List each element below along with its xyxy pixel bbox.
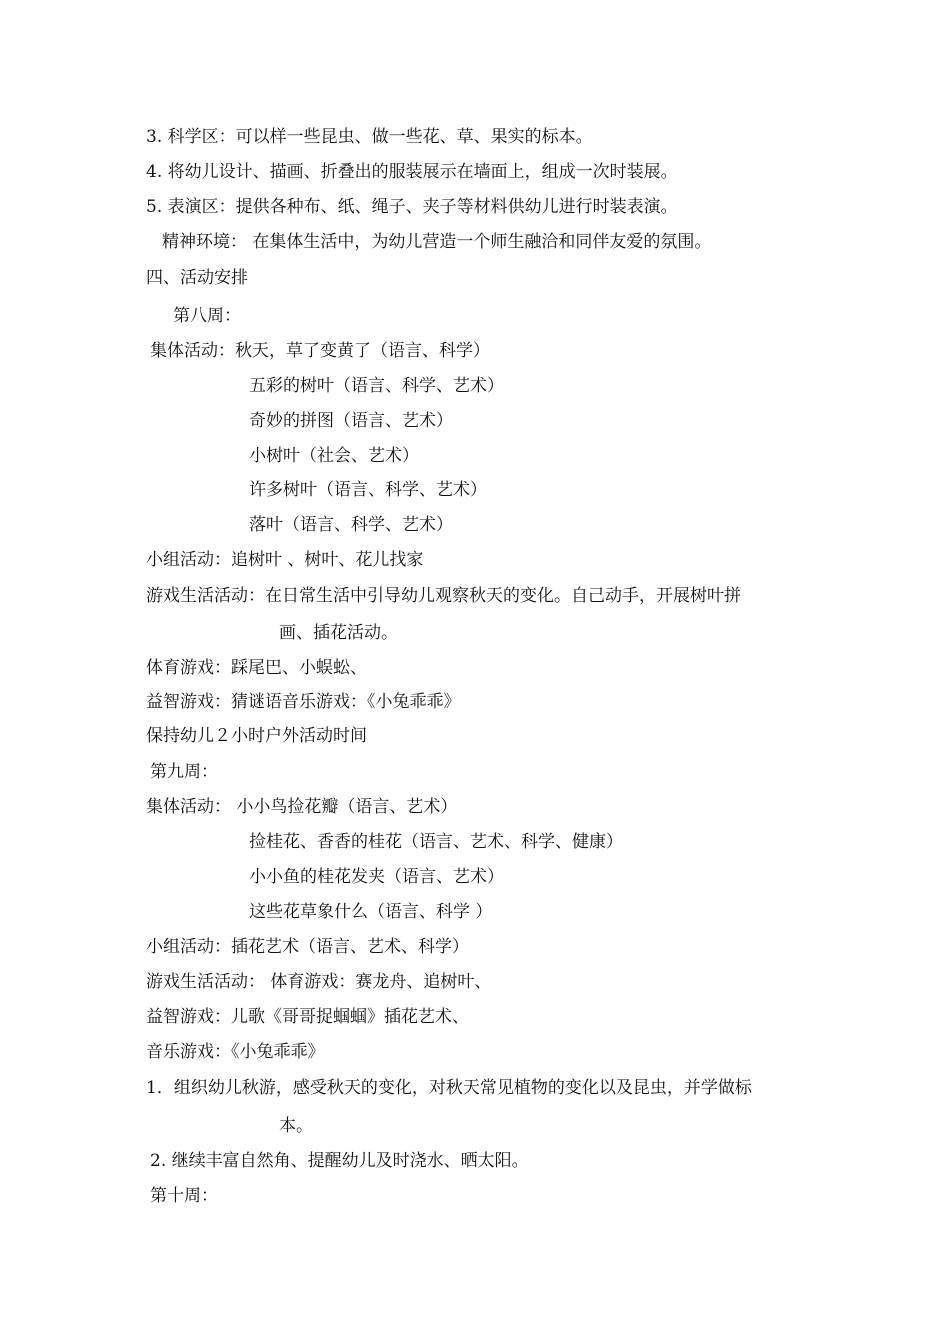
text-line: 小组活动：追树叶 、树叶、花儿找家 xyxy=(146,550,424,570)
text-line: 落叶（语言、科学、艺术） xyxy=(249,515,453,535)
text-line: 小树叶（社会、艺术） xyxy=(249,446,419,466)
text-line: 益智游戏：猜谜语音乐游戏：《小兔乖乖》 xyxy=(146,692,461,712)
text-line: 许多树叶（语言、科学、艺术） xyxy=(249,480,487,500)
text-line: 小小鱼的桂花发夹（语言、艺术） xyxy=(249,867,504,887)
text-line: 奇妙的拼图（语言、艺术） xyxy=(249,411,453,431)
week-heading: 第九周： xyxy=(150,762,218,782)
text-line: 捡桂花、香香的桂花（语言、艺术、科学、健康） xyxy=(249,832,623,852)
text-line: 2. 继续丰富自然角、提醒幼儿及时浇水、晒太阳。 xyxy=(150,1151,529,1171)
text-line: 1．组织幼儿秋游，感受秋天的变化，对秋天常见植物的变化以及昆虫，并学做标 xyxy=(146,1078,752,1098)
text-line: 集体活动：秋天，草了变黄了（语言、科学） xyxy=(150,341,490,361)
text-line: 画、插花活动。 xyxy=(279,623,398,643)
text-line: 音乐游戏：《小兔乖乖》 xyxy=(146,1042,325,1062)
text-line: 精神环境： 在集体生活中，为幼儿营造一个师生融洽和同伴友爱的氛围。 xyxy=(162,232,712,252)
text-line: 游戏生活活动： 体育游戏：赛龙舟、追树叶、 xyxy=(146,972,492,992)
text-line: 小组活动：插花艺术（语言、艺术、科学） xyxy=(146,937,469,957)
text-line: 5. 表演区：提供各种布、纸、绳子、夹子等材料供幼儿进行时装表演。 xyxy=(146,197,678,217)
section-heading: 四、活动安排 xyxy=(146,268,248,288)
text-line: 这些花草象什么（语言、科学 ） xyxy=(249,902,493,922)
text-line: 游戏生活活动：在日常生活中引导幼儿观察秋天的变化。自己动手，开展树叶拼 xyxy=(146,586,741,606)
text-line: 体育游戏：踩尾巴、小蜈蚣、 xyxy=(146,658,367,678)
text-line: 集体活动： 小小鸟捡花瓣（语言、艺术） xyxy=(146,797,458,817)
text-line: 益智游戏：儿歌《哥哥捉蝈蝈》插花艺术、 xyxy=(146,1007,469,1027)
week-heading: 第八周： xyxy=(173,306,241,326)
text-line: 保持幼儿２小时户外活动时间 xyxy=(146,726,367,746)
text-line: 五彩的树叶（语言、科学、艺术） xyxy=(249,376,504,396)
week-heading: 第十周： xyxy=(150,1186,218,1206)
text-line: 3. 科学区：可以样一些昆虫、做一些花、草、果实的标本。 xyxy=(146,127,593,147)
text-line: 本。 xyxy=(279,1116,313,1136)
text-line: 4. 将幼儿设计、描画、折叠出的服装展示在墙面上，组成一次时装展。 xyxy=(146,162,678,182)
